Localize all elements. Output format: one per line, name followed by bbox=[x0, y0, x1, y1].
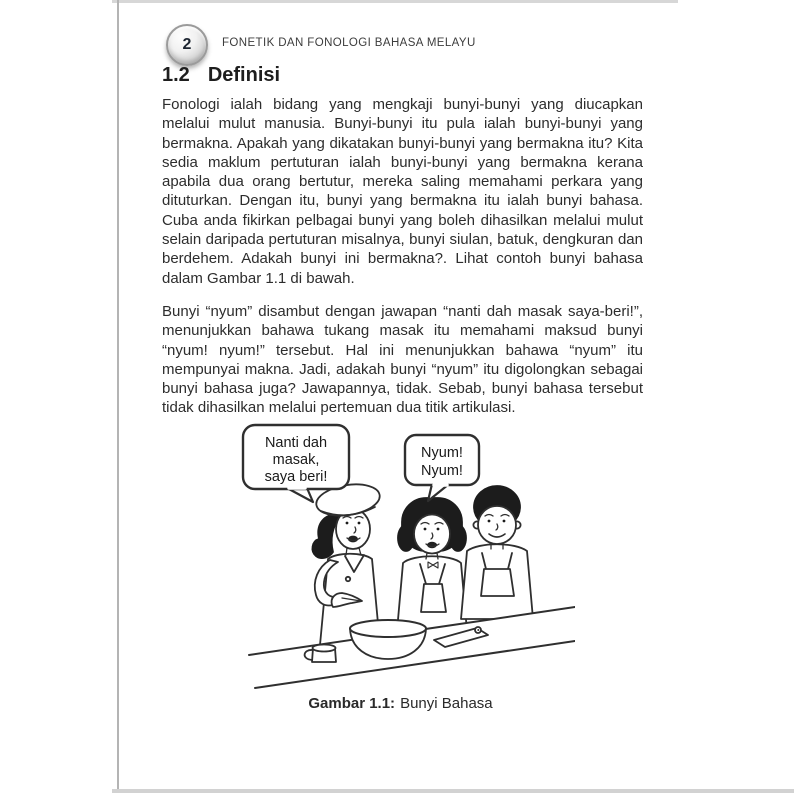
bubble-right-line2: Nyum! bbox=[421, 463, 463, 479]
page-number-badge bbox=[166, 24, 208, 66]
page-number: 2 bbox=[182, 36, 192, 53]
page-top-edge bbox=[112, 0, 678, 3]
section-number: 1.2 bbox=[162, 64, 190, 86]
woman-figure bbox=[397, 498, 467, 631]
bubble-right-line1: Nyum! bbox=[421, 445, 463, 461]
section-title: Definisi bbox=[207, 64, 281, 86]
bubble-left-line2: masak, bbox=[272, 452, 320, 468]
man-figure bbox=[461, 486, 533, 619]
figure-caption bbox=[160, 695, 641, 712]
bubble-left-line3: saya beri! bbox=[264, 469, 328, 485]
body-text bbox=[162, 95, 643, 418]
figure-caption-label: Gambar 1.1: bbox=[308, 695, 396, 712]
page-left-edge bbox=[117, 0, 119, 791]
figure-caption-text: Bunyi Bahasa bbox=[400, 695, 493, 712]
running-title: FONETIK DAN FONOLOGI BAHASA MELAYU bbox=[222, 37, 476, 49]
paragraph-2: Bunyi “nyum” disambut dengan jawapan “nanti dah masak saya-beri!”, menunjukkan bahawa tukang masak itu memahami maksud bunyi “nyum! nyum!” tersebut. Hal ini menunjukkan bahawa “nyum” itu mempunyai makna. Jadi, adakah bunyi “nyum” itu digolongkan sebagai bunyi bahasa juga? Jawapannya, tidak. Sebab, bunyi bahasa tersebut tidak dihasilkan melalui pertemuan dua titik artikulasi. bbox=[162, 302, 643, 417]
figure-illustration bbox=[235, 422, 575, 694]
bubble-left-line1: Nanti dah bbox=[264, 435, 328, 451]
paragraph-1: Fonologi ialah bidang yang mengkaji bunyi-bunyi yang diucapkan melalui mulut manusia. Bunyi-bunyi itu pula ialah bunyi-bunyi yang bermakna. Apakah yang dikatakan bunyi-bunyi yang bermakna itu? Kita sedia maklum pertuturan ialah bunyi-bunyi yang bermakna kerana apabila dua orang bertutur, mereka saling memahami perkara yang dituturkan. Dengan itu, bunyi yang bermakna itu ialah bunyi bahasa. Cuba anda fikirkan pelbagai bunyi yang boleh dihasilkan melalui mulut selain daripada pertuturan misalnya, bunyi siulan, batuk, dengkuran dan berdehem. Adakah bunyi ini bermakna?. Lihat contoh bunyi bahasa dalam Gambar 1.1 di bawah. bbox=[162, 96, 643, 287]
page-bottom-edge bbox=[112, 789, 794, 793]
section-heading bbox=[162, 64, 280, 87]
cartoon-kitchen-scene bbox=[235, 422, 575, 694]
